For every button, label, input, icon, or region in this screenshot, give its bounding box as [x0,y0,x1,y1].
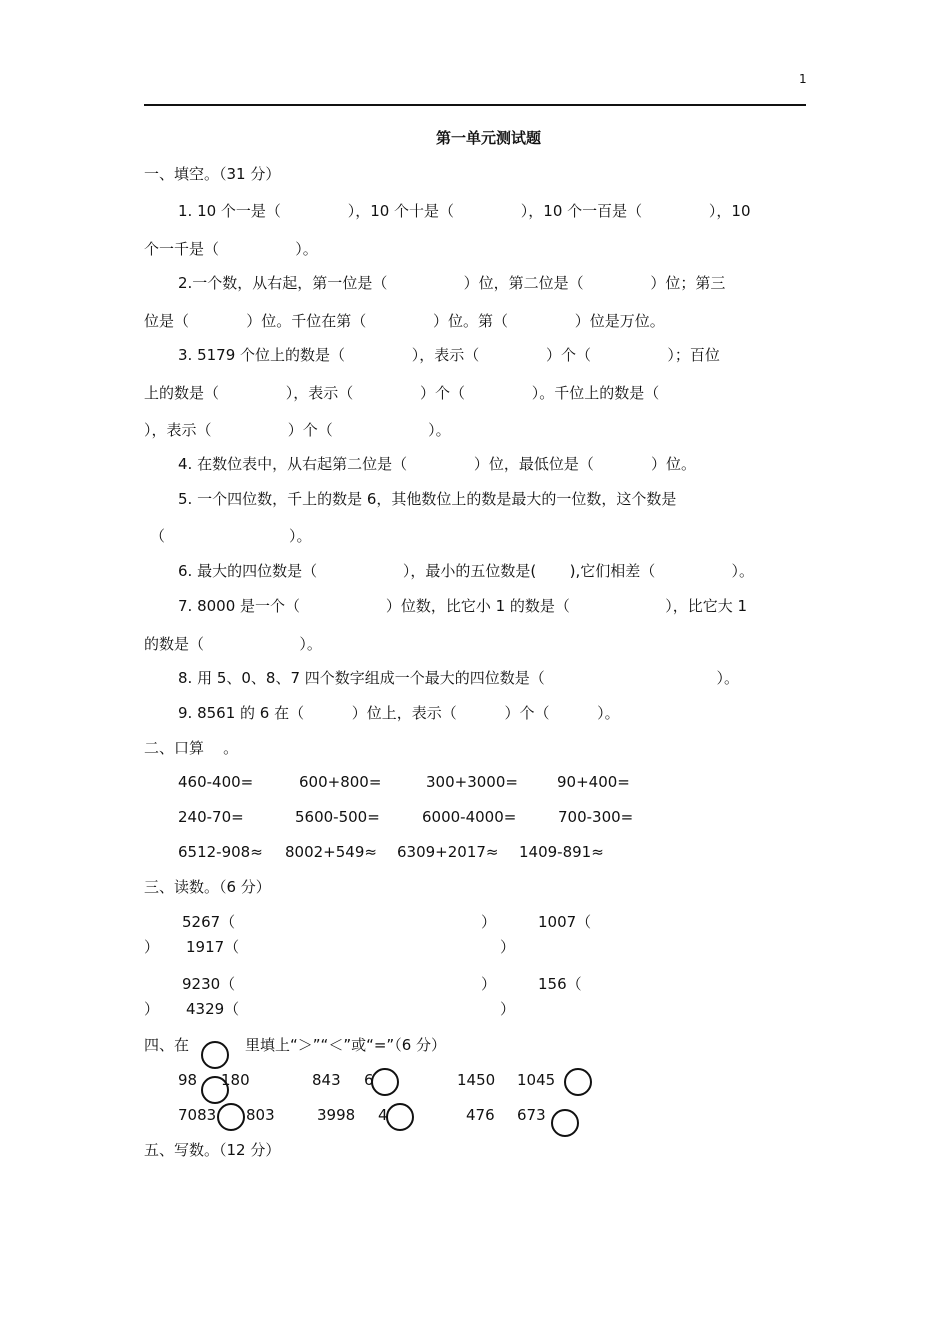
calc-item: 90+400= [557,773,630,791]
section5-heading: 五、写数。（12 分） [144,1141,281,1159]
read-number: 4329（ [186,1000,240,1018]
compare-circle[interactable] [564,1068,592,1096]
q9-line: 9. 8561 的 6 在（ ）位上，表示（ ）个（ ）。 [178,704,620,722]
read-number: 1917（ [186,938,240,956]
section3-heading: 三、读数。（6 分） [144,878,271,896]
compare-left: 476 [466,1106,495,1124]
compare-left: 1450 [457,1071,496,1089]
page-title: 第一单元测试题 [436,129,542,147]
section4-heading-pre: 四、在 [144,1036,190,1054]
read-close-paren: ） [500,1000,516,1018]
section1-heading: 一、填空。（31 分） [144,165,281,183]
read-close-paren: ） [500,938,516,956]
read-number: 5267（ [182,913,236,931]
section4-heading-post: 里填上“＞”“＜”或“=”（6 分） [245,1036,447,1054]
q3-line2: 上的数是（ ），表示（ ）个（ ）。千位上的数是（ [144,384,660,402]
compare-left: 3998 [317,1106,356,1124]
estimate-item: 6512-908≈ [178,843,263,861]
q5-line1: 5. 一个四位数，千上的数是 6，其他数位上的数是最大的一位数，这个数是 [178,490,677,508]
read-close-paren: ） [481,975,497,993]
estimate-item: 1409-891≈ [519,843,604,861]
compare-right: 1045 [517,1071,556,1089]
compare-right: 673 [517,1106,546,1124]
q2-line2: 位是（ ）位。千位在第（ ）位。第（ ）位是万位。 [144,312,665,330]
read-close-paren: ） [144,1000,160,1018]
q3-line3: ），表示（ ）个（ ）。 [144,421,451,439]
read-close-paren: ） [481,913,497,931]
calc-item: 600+800= [299,773,382,791]
q1-line1: 1. 10 个一是（ ），10 个十是（ ），10 个一百是（ ），10 [178,202,751,220]
calc-item: 700-300= [558,808,634,826]
compare-right: 6 [364,1071,374,1089]
q1-line2: 个一千是（ ）。 [144,240,318,258]
section2-heading: 二、口算 。 [144,739,239,757]
compare-circle[interactable] [386,1103,414,1131]
q2-line1: 2.一个数，从右起，第一位是（ ）位，第二位是（ ）位；第三 [178,274,726,292]
q5-line2: （ ）。 [150,527,312,545]
estimate-item: 8002+549≈ [285,843,377,861]
calc-item: 5600-500= [295,808,380,826]
compare-circle[interactable] [217,1103,245,1131]
calc-item: 460-400= [178,773,254,791]
read-close-paren: ） [144,938,160,956]
read-number: 9230（ [182,975,236,993]
read-number: 1007（ [538,913,592,931]
compare-right: 4 [378,1106,388,1124]
compare-circle[interactable] [371,1068,399,1096]
q4-line: 4. 在数位表中，从右起第二位是（ ）位，最低位是（ ）位。 [178,455,697,473]
q7-line2: 的数是（ ）。 [144,635,322,653]
estimate-item: 6309+2017≈ [397,843,499,861]
calc-item: 300+3000= [426,773,518,791]
compare-left: 7083 [178,1106,217,1124]
calc-item: 6000-4000= [422,808,517,826]
compare-left: 843 [312,1071,341,1089]
header-rule [144,104,806,106]
compare-right: 180 [221,1071,250,1089]
page-number: 1 [799,72,807,86]
q6-line: 6. 最大的四位数是（ ），最小的五位数是( ),它们相差（ ）。 [178,562,755,580]
q8-line: 8. 用 5、0、8、7 四个数字组成一个最大的四位数是（ ）。 [178,669,739,687]
compare-circle[interactable] [551,1109,579,1137]
compare-left: 98 [178,1071,198,1089]
read-number: 156（ [538,975,582,993]
example-circle-icon [201,1041,229,1069]
calc-item: 240-70= [178,808,244,826]
q3-line1: 3. 5179 个位上的数是（ ），表示（ ）个（ ）；百位 [178,346,720,364]
q7-line1: 7. 8000 是一个（ ）位数，比它小 1 的数是（ ），比它大 1 [178,597,748,615]
compare-right: 803 [246,1106,275,1124]
